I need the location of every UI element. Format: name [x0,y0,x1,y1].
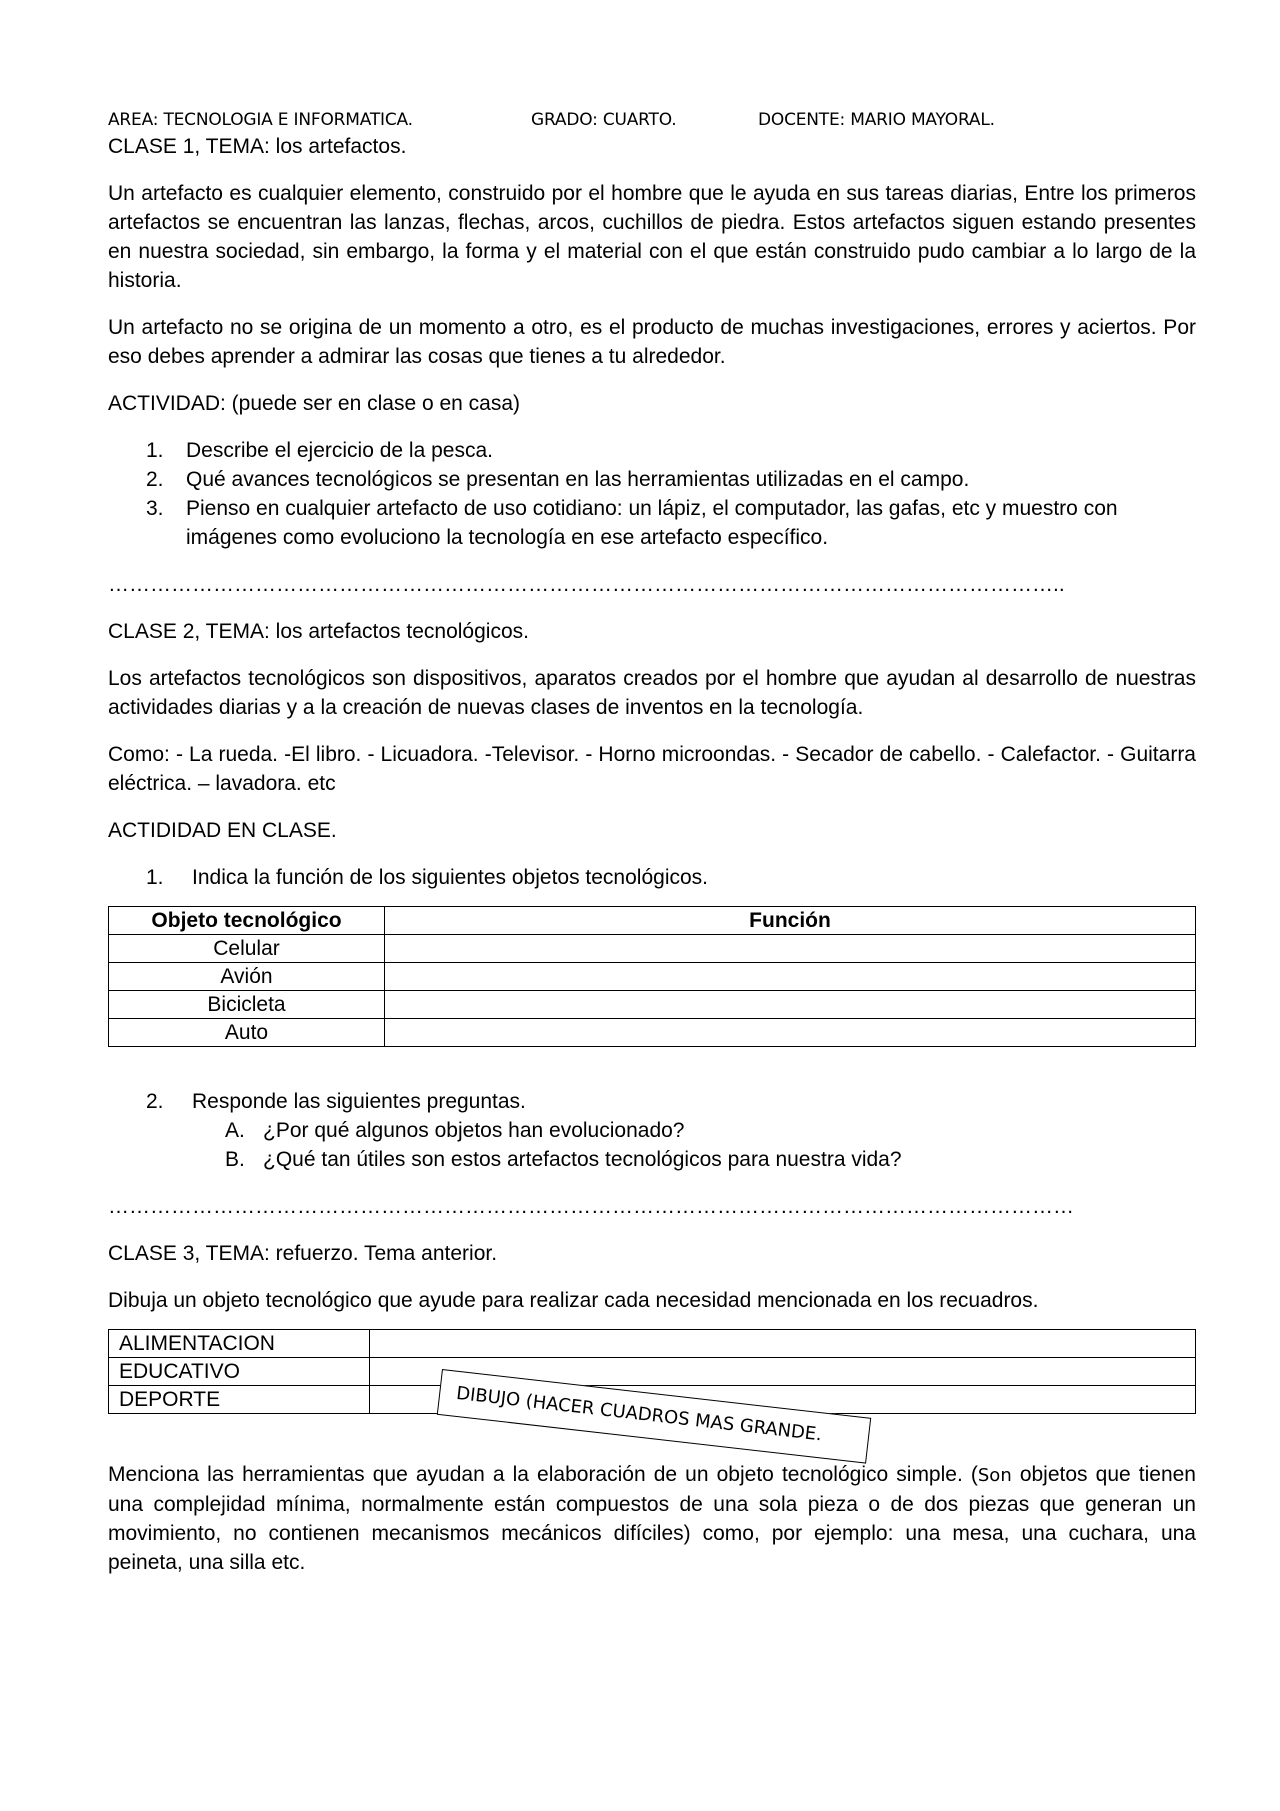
clase2-activity-list-1 [108,863,1196,892]
list-item [108,465,1196,494]
clase1-title: CLASE 1, TEMA: los artefactos. [108,135,407,158]
clase1-actividad: ACTIVIDAD: (puede ser en clase o en casa) [108,392,521,415]
clase2-title: CLASE 2, TEMA: los artefactos tecnológicos. [108,620,529,643]
list-text: Describe el ejercicio de la pesca. [186,439,493,462]
list-item [108,436,1196,465]
header-docente: DOCENTE: MARIO MAYORAL. [758,110,995,130]
list-text: Pienso en cualquier artefacto de uso cotidiano: un lápiz, el computador, las gafas, etc y muestro con imágenes como evoluciono la tecnología en ese artefacto específico. [186,497,1118,549]
list-text: Indica la función de los siguientes objetos tecnológicos. [192,866,708,889]
list-text: ¿Por qué algunos objetos han evolucionado? [263,1119,685,1142]
table-cell-objeto: Bicicleta [109,991,385,1019]
clase3-title: CLASE 3, TEMA: refuerzo. Tema anterior. [108,1242,498,1265]
table-row [109,991,1196,1019]
table-header-row [109,907,1196,935]
list-item [108,1116,1196,1145]
drawing-note-stamp: DIBUJO (HACER CUADROS MAS GRANDE. [437,1369,871,1464]
table-cell-objeto: Celular [109,935,385,963]
list-number: 2. [146,1090,164,1113]
list-item [108,1087,1196,1116]
table-cell-funcion[interactable] [385,963,1196,991]
clase3-final-paragraph [108,1460,1196,1577]
table-row [109,935,1196,963]
table-row [109,1358,1196,1386]
table-row [109,963,1196,991]
list-text: Responde las siguientes preguntas. [192,1090,526,1113]
table-cell-funcion[interactable] [385,991,1196,1019]
table-cell-objeto: Avión [109,963,385,991]
table-cell-funcion[interactable] [385,935,1196,963]
table-row [109,1019,1196,1047]
function-table [108,906,1196,1047]
final-text-son: Son [977,1465,1012,1486]
document-header [108,96,1196,130]
list-letter: B. [225,1148,245,1171]
list-letter: A. [225,1119,245,1142]
table-header-funcion: Función [385,907,1196,935]
list-text: Qué avances tecnológicos se presentan en las herramientas utilizadas en el campo. [186,468,970,491]
clase2-actividad: ACTIDIDAD EN CLASE. [108,819,337,842]
table-header-objeto: Objeto tecnológico [109,907,385,935]
list-item [108,494,1196,552]
list-item [108,863,1196,892]
list-number: 2. [146,468,164,491]
table-cell-objeto: Auto [109,1019,385,1047]
separator-dotted-2: ………………………………………………………………………………………………………………………… [108,1195,1074,1218]
list-item [108,1145,1196,1174]
final-text-b: objetos que tienen una complejidad mínima, normalmente están compuestos de una sola pieza o de dos piezas que generan un movimiento, no contienen mecanismos mecánicos difíciles) como, por ejemplo: una mesa, una cuchara, una peineta, una silla etc. [108,1463,1196,1574]
clase1-activity-list [108,436,1196,552]
clase2-questions [108,1116,1196,1174]
list-number: 1. [146,439,164,462]
separator-dotted-1: ……………………………………………………………………………………………………………………….. [108,573,1065,596]
clase1-paragraph-1: Un artefacto es cualquier elemento, construido por el hombre que le ayuda en sus tareas diarias, Entre los primeros artefactos se encuentran las lanzas, flechas, arcos, cuchillos de piedra. Estos artefactos siguen estando presentes en nuestra sociedad, sin embargo, la forma y el material con el que están construido pudo cambiar a lo largo de la historia. [108,182,1196,292]
table-cell-funcion[interactable] [385,1019,1196,1047]
clase1-paragraph-2: Un artefacto no se origina de un momento a otro, es el producto de muchas investigaciones, errores y aciertos. Por eso debes aprender a admirar las cosas que tienes a tu alrededor. [108,316,1196,368]
table-cell-label: DEPORTE [109,1386,370,1414]
list-text: ¿Qué tan útiles son estos artefactos tecnológicos para nuestra vida? [263,1148,902,1171]
table-cell-label: ALIMENTACION [109,1330,370,1358]
clase3-instruction: Dibuja un objeto tecnológico que ayude para realizar cada necesidad mencionada en los recuadros. [108,1289,1039,1312]
table-cell-drawing[interactable] [370,1330,1196,1358]
header-grado: GRADO: CUARTO. [531,110,677,130]
list-number: 3. [146,497,164,520]
document-page [108,96,1196,1577]
clase2-paragraph-2: Como: - La rueda. -El libro. - Licuadora. -Televisor. - Horno microondas. - Secador de cabello. - Calefactor. - Guitarra eléctrica. – lavadora. etc [108,743,1196,795]
table-cell-label: EDUCATIVO [109,1358,370,1386]
final-text-a: Menciona las herramientas que ayudan a la elaboración de un objeto tecnológico simple. ( [108,1463,978,1486]
clase2-activity-list-2 [108,1087,1196,1116]
table-row [109,1330,1196,1358]
list-number: 1. [146,866,164,889]
clase2-paragraph-1: Los artefactos tecnológicos son dispositivos, aparatos creados por el hombre que ayudan al desarrollo de nuestras actividades diarias y a la creación de nuevas clases de inventos en la tecnología. [108,667,1196,719]
header-area: AREA: TECNOLOGIA E INFORMATICA. [108,110,413,130]
